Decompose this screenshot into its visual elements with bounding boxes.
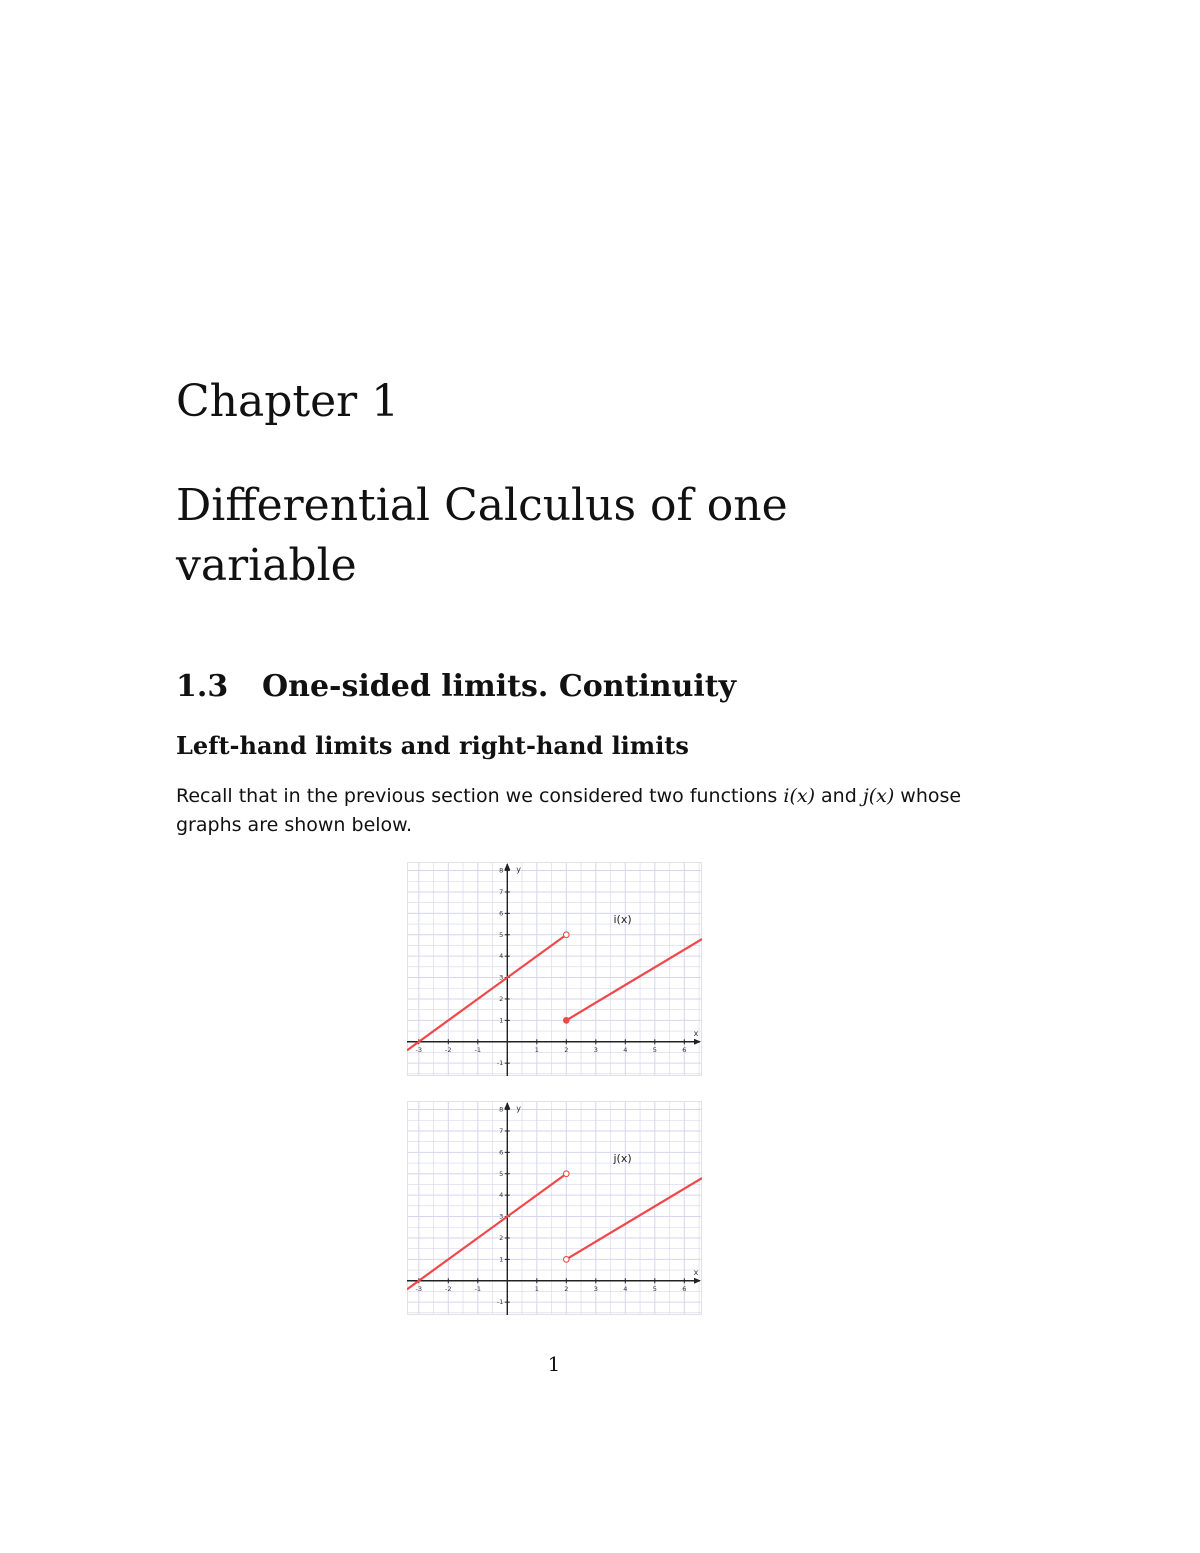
function-j-name: j(x) <box>862 785 895 807</box>
x-axis-arrow <box>694 1039 701 1045</box>
plot-border <box>408 1102 702 1315</box>
paragraph-text-2: and <box>815 785 863 807</box>
y-tick-label: 6 <box>499 1148 504 1157</box>
intro-paragraph <box>176 782 996 840</box>
x-axis-label: x <box>693 1028 699 1038</box>
x-tick-label: 2 <box>564 1045 569 1054</box>
x-tick-label: -2 <box>445 1045 452 1054</box>
y-tick-label: 7 <box>499 1126 504 1135</box>
x-tick-label: -1 <box>474 1284 482 1293</box>
paragraph-text-3: whose graphs are shown below. <box>176 785 962 836</box>
x-tick-label: -3 <box>415 1045 423 1054</box>
series-line-2 <box>566 1178 702 1259</box>
series-line-1 <box>407 935 566 1051</box>
y-tick-label: 4 <box>499 1191 504 1200</box>
x-tick-label: 3 <box>593 1284 598 1293</box>
y-tick-label: 8 <box>499 866 504 875</box>
function-i-name: i(x) <box>783 785 815 807</box>
x-axis-arrow <box>694 1278 701 1284</box>
y-tick-label: 8 <box>499 1105 504 1114</box>
y-tick-label: 1 <box>499 1016 504 1025</box>
graph-i <box>407 862 702 1076</box>
x-tick-label: -2 <box>445 1284 452 1293</box>
y-tick-label: 5 <box>499 930 504 939</box>
y-tick-label: -1 <box>496 1059 504 1068</box>
open-endpoint <box>564 1257 570 1263</box>
function-label: i(x) <box>613 912 632 926</box>
section-title: One-sided limits. Continuity <box>262 669 737 704</box>
chapter-label: Chapter 1 <box>176 376 400 427</box>
y-axis-arrow <box>504 863 510 870</box>
page-number: 1 <box>547 1352 561 1376</box>
y-tick-label: 4 <box>499 952 504 961</box>
x-tick-label: 1 <box>534 1284 539 1293</box>
plot-border <box>408 863 702 1076</box>
closed-endpoint <box>564 1018 570 1024</box>
graph-j <box>407 1101 702 1315</box>
y-tick-label: 2 <box>499 994 504 1003</box>
section-heading <box>176 670 736 703</box>
x-axis-label: x <box>693 1267 699 1277</box>
x-tick-label: 3 <box>593 1045 598 1054</box>
x-tick-label: 6 <box>682 1045 687 1054</box>
y-tick-label: 2 <box>499 1233 504 1242</box>
x-tick-label: 5 <box>652 1284 657 1293</box>
x-tick-label: 2 <box>564 1284 569 1293</box>
section-number: 1.3 <box>176 669 229 704</box>
y-tick-label: 3 <box>499 1212 504 1221</box>
open-endpoint <box>564 932 570 938</box>
series-line-2 <box>566 939 702 1020</box>
x-tick-label: 1 <box>534 1045 539 1054</box>
y-axis-label: y <box>516 865 522 874</box>
x-tick-label: 4 <box>623 1284 628 1293</box>
y-tick-label: 7 <box>499 887 504 896</box>
chapter-title: Differential Calculus of one variable <box>176 480 788 591</box>
y-tick-label: 5 <box>499 1169 504 1178</box>
open-endpoint <box>564 1171 570 1177</box>
y-tick-label: 6 <box>499 909 504 918</box>
y-tick-label: 1 <box>499 1255 504 1264</box>
series-line-1 <box>407 1174 566 1290</box>
paragraph-text-1: Recall that in the previous section we considered two functions <box>176 785 784 807</box>
grid <box>407 862 702 1076</box>
y-axis-arrow <box>504 1102 510 1109</box>
y-tick-label: 3 <box>499 973 504 982</box>
x-tick-label: 5 <box>652 1045 657 1054</box>
y-tick-label: -1 <box>496 1298 504 1307</box>
x-tick-label: -1 <box>474 1045 482 1054</box>
x-tick-label: 6 <box>682 1284 687 1293</box>
x-tick-label: -3 <box>415 1284 423 1293</box>
x-tick-label: 4 <box>623 1045 628 1054</box>
subsection-heading: Left-hand limits and right-hand limits <box>176 731 689 760</box>
function-label: j(x) <box>613 1151 632 1165</box>
y-axis-label: y <box>516 1104 522 1113</box>
grid <box>407 1101 702 1315</box>
